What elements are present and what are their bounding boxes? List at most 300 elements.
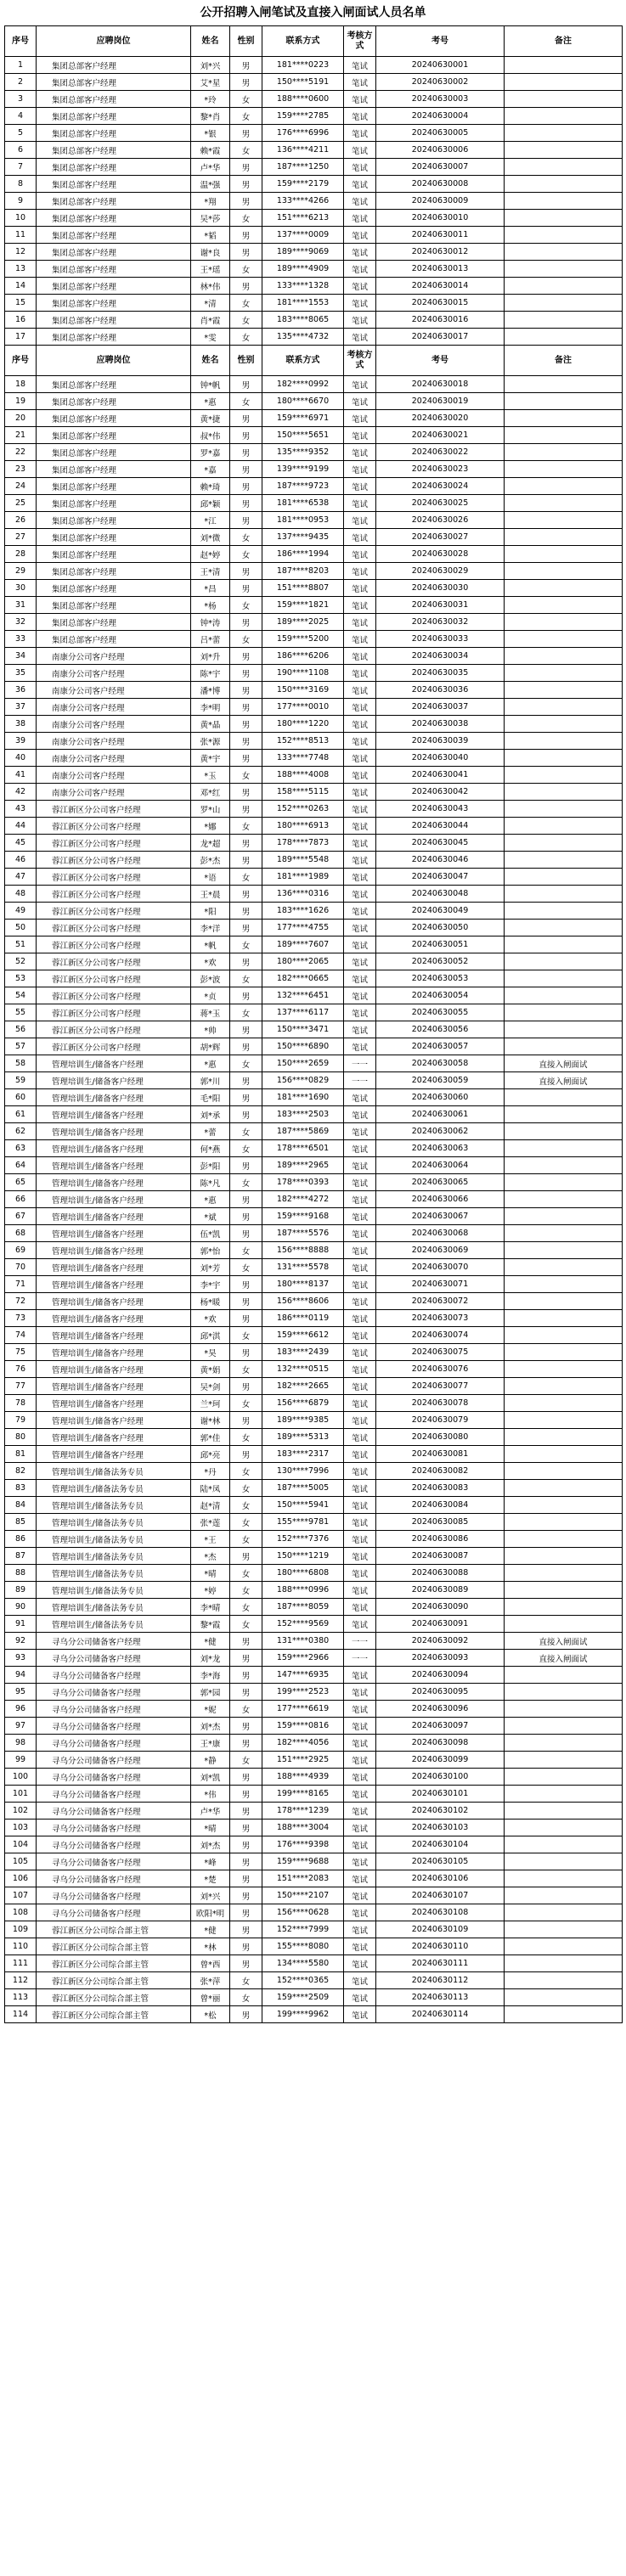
cell-index: 33 [5,631,37,648]
cell-exam-number: 20240630030 [376,580,505,597]
cell-exam-method: 一一 [344,1650,376,1667]
cell-name: 谢*林 [191,1412,230,1429]
cell-exam-method: 笔试 [344,1123,376,1140]
cell-index: 25 [5,495,37,512]
cell-gender: 女 [230,1055,262,1072]
cell-exam-number: 20240630080 [376,1429,505,1446]
cell-name: *惠 [191,1055,230,1072]
cell-index: 7 [5,159,37,176]
cell-remarks [505,1123,623,1140]
page-title: 公开招聘入闸笔试及直接入闸面试人员名单 [200,6,426,20]
cell-index: 76 [5,1361,37,1378]
cell-contact: 189****2965 [262,1157,344,1174]
cell-contact: 150****2107 [262,1887,344,1904]
cell-exam-number: 20240630042 [376,784,505,801]
cell-index: 20 [5,410,37,427]
cell-exam-number: 20240630035 [376,665,505,682]
cell-exam-method: 笔试 [344,1955,376,1972]
cell-exam-method: 笔试 [344,1972,376,1989]
cell-gender: 男 [230,1293,262,1310]
cell-name: 陈*凡 [191,1174,230,1191]
cell-exam-number: 20240630028 [376,546,505,563]
table-row [5,329,623,346]
table-row [5,801,623,818]
cell-index: 54 [5,987,37,1004]
cell-name: 艾*星 [191,74,230,91]
cell-remarks [505,767,623,784]
cell-contact: 135****9352 [262,444,344,461]
cell-gender: 女 [230,261,262,278]
cell-remarks [505,1531,623,1548]
cell-remarks [505,1735,623,1752]
cell-remarks [505,278,623,295]
cell-index: 45 [5,835,37,852]
cell-position: 管理培训生/储备客户经理 [37,1106,191,1123]
cell-exam-method: 笔试 [344,614,376,631]
cell-contact: 152****0365 [262,1972,344,1989]
cell-index: 109 [5,1921,37,1938]
cell-name: 赵*清 [191,1497,230,1514]
cell-gender: 男 [230,227,262,244]
cell-contact: 152****0263 [262,801,344,818]
cell-gender: 男 [230,512,262,529]
cell-name: *王 [191,1531,230,1548]
cell-exam-method: 笔试 [344,1140,376,1157]
table-row [5,1055,623,1072]
candidate-table [4,25,623,2023]
cell-name: *妮 [191,1701,230,1718]
table-row [5,91,623,108]
table-row [5,1735,623,1752]
cell-exam-method: 一一 [344,1633,376,1650]
cell-index: 47 [5,869,37,886]
cell-exam-method: 一一 [344,1055,376,1072]
cell-exam-number: 20240630017 [376,329,505,346]
cell-remarks [505,1191,623,1208]
column-header-name: 姓名 [191,346,230,376]
cell-name: 胡*辉 [191,1038,230,1055]
cell-contact: 182****4272 [262,1191,344,1208]
cell-contact: 183****1626 [262,903,344,920]
cell-exam-number: 20240630031 [376,597,505,614]
table-header-row [5,346,623,376]
cell-position: 蓉江新区分公司客户经理 [37,970,191,987]
cell-gender: 男 [230,1191,262,1208]
cell-gender: 男 [230,987,262,1004]
cell-index: 57 [5,1038,37,1055]
cell-name: 李*晴 [191,1599,230,1616]
cell-index: 44 [5,818,37,835]
cell-contact: 158****5115 [262,784,344,801]
cell-exam-method: 笔试 [344,953,376,970]
cell-contact: 130****7996 [262,1463,344,1480]
cell-gender: 女 [230,1565,262,1582]
cell-remarks [505,261,623,278]
cell-exam-number: 20240630059 [376,1072,505,1089]
cell-exam-number: 20240630056 [376,1021,505,1038]
cell-remarks [505,312,623,329]
cell-index: 50 [5,920,37,936]
cell-exam-method: 笔试 [344,1361,376,1378]
cell-exam-method: 笔试 [344,1446,376,1463]
cell-contact: 135****4732 [262,329,344,346]
cell-contact: 180****6913 [262,818,344,835]
cell-contact: 199****2523 [262,1684,344,1701]
cell-contact: 132****0515 [262,1361,344,1378]
cell-gender: 女 [230,329,262,346]
cell-remarks [505,1412,623,1429]
cell-exam-number: 20240630078 [376,1395,505,1412]
cell-exam-number: 20240630092 [376,1633,505,1650]
cell-index: 28 [5,546,37,563]
cell-exam-method: 笔试 [344,1395,376,1412]
table-row [5,57,623,74]
cell-remarks [505,1225,623,1242]
cell-name: 曾*西 [191,1955,230,1972]
column-header-remarks: 备注 [505,26,623,57]
cell-exam-number: 20240630099 [376,1752,505,1769]
cell-remarks [505,563,623,580]
cell-gender: 男 [230,580,262,597]
cell-index: 87 [5,1548,37,1565]
cell-exam-method: 笔试 [344,580,376,597]
table-row [5,1820,623,1836]
cell-exam-method: 笔试 [344,1089,376,1106]
cell-position: 寻乌分公司储备客户经理 [37,1684,191,1701]
cell-name: 刘*承 [191,1106,230,1123]
cell-exam-number: 20240630026 [376,512,505,529]
cell-exam-method: 笔试 [344,1480,376,1497]
cell-contact: 182****0992 [262,376,344,393]
cell-exam-method: 笔试 [344,1989,376,2006]
cell-index: 56 [5,1021,37,1038]
cell-contact: 176****9398 [262,1836,344,1853]
cell-contact: 151****6213 [262,210,344,227]
table-row [5,665,623,682]
cell-contact: 180****8137 [262,1276,344,1293]
cell-name: *玲 [191,91,230,108]
cell-exam-method: 笔试 [344,1327,376,1344]
cell-exam-number: 20240630040 [376,750,505,767]
table-row [5,1667,623,1684]
cell-name: *银 [191,125,230,142]
cell-exam-method: 笔试 [344,1820,376,1836]
cell-remarks [505,57,623,74]
cell-position: 寻乌分公司储备客户经理 [37,1667,191,1684]
cell-index: 93 [5,1650,37,1667]
table-row [5,1582,623,1599]
cell-index: 13 [5,261,37,278]
cell-contact: 180****2065 [262,953,344,970]
cell-exam-number: 20240630037 [376,699,505,716]
cell-gender: 男 [230,1072,262,1089]
cell-remarks [505,1582,623,1599]
table-row [5,716,623,733]
cell-exam-method: 笔试 [344,665,376,682]
cell-exam-method: 笔试 [344,1497,376,1514]
cell-name: 刘*芳 [191,1259,230,1276]
table-row [5,1242,623,1259]
table-row [5,1378,623,1395]
cell-index: 84 [5,1497,37,1514]
cell-exam-number: 20240630057 [376,1038,505,1055]
cell-name: 王*康 [191,1735,230,1752]
cell-exam-method: 笔试 [344,176,376,193]
cell-exam-number: 20240630048 [376,886,505,903]
cell-exam-method: 笔试 [344,631,376,648]
cell-contact: 159****1821 [262,597,344,614]
cell-contact: 187****1250 [262,159,344,176]
cell-exam-method: 笔试 [344,1887,376,1904]
cell-gender: 男 [230,478,262,495]
cell-name: *欢 [191,953,230,970]
cell-name: *惠 [191,1191,230,1208]
cell-position: 管理培训生/储备客户经理 [37,1089,191,1106]
table-row [5,193,623,210]
cell-position: 集团总部客户经理 [37,512,191,529]
cell-position: 集团总部客户经理 [37,393,191,410]
table-row [5,1531,623,1548]
cell-exam-number: 20240630034 [376,648,505,665]
cell-name: *斌 [191,1208,230,1225]
cell-gender: 男 [230,665,262,682]
cell-remarks [505,665,623,682]
cell-exam-method: 笔试 [344,987,376,1004]
cell-remarks [505,461,623,478]
cell-remarks [505,699,623,716]
cell-index: 64 [5,1157,37,1174]
cell-name: *韬 [191,227,230,244]
cell-exam-number: 20240630101 [376,1786,505,1803]
cell-name: 吴*剑 [191,1378,230,1395]
cell-position: 南康分公司客户经理 [37,733,191,750]
cell-exam-method: 笔试 [344,410,376,427]
cell-exam-method: 笔试 [344,750,376,767]
cell-index: 4 [5,108,37,125]
cell-exam-method: 笔试 [344,1735,376,1752]
cell-index: 32 [5,614,37,631]
cell-exam-method: 笔试 [344,529,376,546]
table-row [5,1310,623,1327]
cell-gender: 男 [230,903,262,920]
cell-contact: 134****5580 [262,1955,344,1972]
cell-exam-number: 20240630003 [376,91,505,108]
cell-exam-number: 20240630068 [376,1225,505,1242]
cell-index: 36 [5,682,37,699]
cell-exam-number: 20240630086 [376,1531,505,1548]
table-row [5,1650,623,1667]
cell-gender: 男 [230,716,262,733]
cell-gender: 男 [230,461,262,478]
cell-name: *晴 [191,1820,230,1836]
cell-name: 邱*亮 [191,1446,230,1463]
cell-index: 55 [5,1004,37,1021]
table-row [5,393,623,410]
cell-exam-number: 20240630066 [376,1191,505,1208]
cell-exam-method: 笔试 [344,648,376,665]
cell-exam-method: 笔试 [344,1921,376,1938]
column-header-contact: 联系方式 [262,26,344,57]
cell-exam-number: 20240630095 [376,1684,505,1701]
cell-gender: 女 [230,1140,262,1157]
cell-exam-number: 20240630009 [376,193,505,210]
table-row [5,295,623,312]
cell-gender: 男 [230,699,262,716]
cell-remarks [505,953,623,970]
cell-position: 蓉江新区分公司综合部主管 [37,1955,191,1972]
cell-index: 39 [5,733,37,750]
cell-exam-method: 笔试 [344,108,376,125]
cell-name: 伍*凯 [191,1225,230,1242]
cell-position: 蓉江新区分公司客户经理 [37,920,191,936]
cell-name: *松 [191,2006,230,2023]
cell-contact: 156****8606 [262,1293,344,1310]
table-row [5,1684,623,1701]
cell-remarks [505,125,623,142]
cell-exam-method: 笔试 [344,1004,376,1021]
table-row [5,1565,623,1582]
cell-index: 68 [5,1225,37,1242]
cell-remarks [505,1378,623,1395]
cell-gender: 女 [230,1174,262,1191]
cell-exam-number: 20240630105 [376,1853,505,1870]
cell-index: 88 [5,1565,37,1582]
cell-exam-method: 笔试 [344,57,376,74]
cell-contact: 188****4008 [262,767,344,784]
cell-contact: 199****8165 [262,1786,344,1803]
cell-contact: 159****9688 [262,1853,344,1870]
cell-remarks: 直接入闸面试 [505,1633,623,1650]
cell-exam-number: 20240630001 [376,57,505,74]
cell-index: 81 [5,1446,37,1463]
cell-exam-number: 20240630008 [376,176,505,193]
column-header-index: 序号 [5,346,37,376]
cell-position: 集团总部客户经理 [37,563,191,580]
cell-name: 刘*杰 [191,1718,230,1735]
cell-exam-number: 20240630018 [376,376,505,393]
cell-contact: 139****9199 [262,461,344,478]
cell-name: *欢 [191,1310,230,1327]
cell-position: 寻乌分公司储备客户经理 [37,1803,191,1820]
table-row [5,886,623,903]
cell-exam-method: 笔试 [344,210,376,227]
cell-exam-method: 笔试 [344,142,376,159]
cell-contact: 156****0628 [262,1904,344,1921]
cell-index: 40 [5,750,37,767]
cell-exam-method: 笔试 [344,1853,376,1870]
cell-index: 23 [5,461,37,478]
cell-position: 寻乌分公司储备客户经理 [37,1650,191,1667]
table-row [5,512,623,529]
cell-position: 蓉江新区分公司客户经理 [37,1021,191,1038]
cell-name: 赖*霞 [191,142,230,159]
cell-gender: 女 [230,393,262,410]
table-row [5,1904,623,1921]
cell-gender: 女 [230,597,262,614]
cell-position: 管理培训生/储备客户经理 [37,1276,191,1293]
cell-exam-method: 笔试 [344,1836,376,1853]
cell-exam-method: 笔试 [344,563,376,580]
cell-name: 彭*波 [191,970,230,987]
cell-contact: 177****6619 [262,1701,344,1718]
cell-remarks [505,193,623,210]
cell-name: 钟*涛 [191,614,230,631]
cell-position: 管理培训生/储备法务专员 [37,1463,191,1480]
table-row [5,1701,623,1718]
cell-remarks [505,1395,623,1412]
cell-exam-number: 20240630096 [376,1701,505,1718]
table-row [5,563,623,580]
cell-exam-number: 20240630076 [376,1361,505,1378]
cell-name: 陆*凤 [191,1480,230,1497]
table-row [5,580,623,597]
cell-contact: 151****2925 [262,1752,344,1769]
cell-contact: 187****8059 [262,1599,344,1616]
cell-contact: 133****1328 [262,278,344,295]
table-row [5,1887,623,1904]
cell-name: 卢*华 [191,159,230,176]
cell-exam-number: 20240630051 [376,936,505,953]
cell-index: 43 [5,801,37,818]
cell-name: 谢*良 [191,244,230,261]
cell-name: *娜 [191,818,230,835]
cell-name: *翔 [191,193,230,210]
cell-gender: 男 [230,1820,262,1836]
cell-index: 41 [5,767,37,784]
cell-exam-method: 笔试 [344,920,376,936]
cell-exam-number: 20240630032 [376,614,505,631]
cell-exam-method: 笔试 [344,1599,376,1616]
cell-exam-method: 笔试 [344,1870,376,1887]
cell-gender: 男 [230,1887,262,1904]
cell-name: *丹 [191,1463,230,1480]
cell-gender: 女 [230,767,262,784]
cell-position: 集团总部客户经理 [37,614,191,631]
cell-remarks [505,1870,623,1887]
table-row [5,1191,623,1208]
cell-name: 吴*莎 [191,210,230,227]
cell-position: 集团总部客户经理 [37,312,191,329]
cell-remarks [505,1972,623,1989]
cell-exam-number: 20240630087 [376,1548,505,1565]
table-row [5,1038,623,1055]
cell-remarks [505,1089,623,1106]
cell-index: 24 [5,478,37,495]
cell-name: 潘*博 [191,682,230,699]
cell-index: 92 [5,1633,37,1650]
cell-index: 5 [5,125,37,142]
cell-exam-method: 笔试 [344,546,376,563]
cell-index: 83 [5,1480,37,1497]
cell-gender: 女 [230,1242,262,1259]
cell-position: 集团总部客户经理 [37,478,191,495]
cell-contact: 180****1220 [262,716,344,733]
cell-gender: 男 [230,648,262,665]
cell-remarks [505,1004,623,1021]
cell-exam-number: 20240630029 [376,563,505,580]
cell-name: *晴 [191,1565,230,1582]
table-row [5,1327,623,1344]
cell-position: 管理培训生/储备客户经理 [37,1055,191,1072]
cell-remarks [505,1021,623,1038]
cell-contact: 150****5191 [262,74,344,91]
cell-remarks [505,818,623,835]
cell-remarks [505,1667,623,1684]
cell-index: 26 [5,512,37,529]
cell-contact: 156****6879 [262,1395,344,1412]
cell-position: 蓉江新区分公司客户经理 [37,801,191,818]
cell-index: 98 [5,1735,37,1752]
